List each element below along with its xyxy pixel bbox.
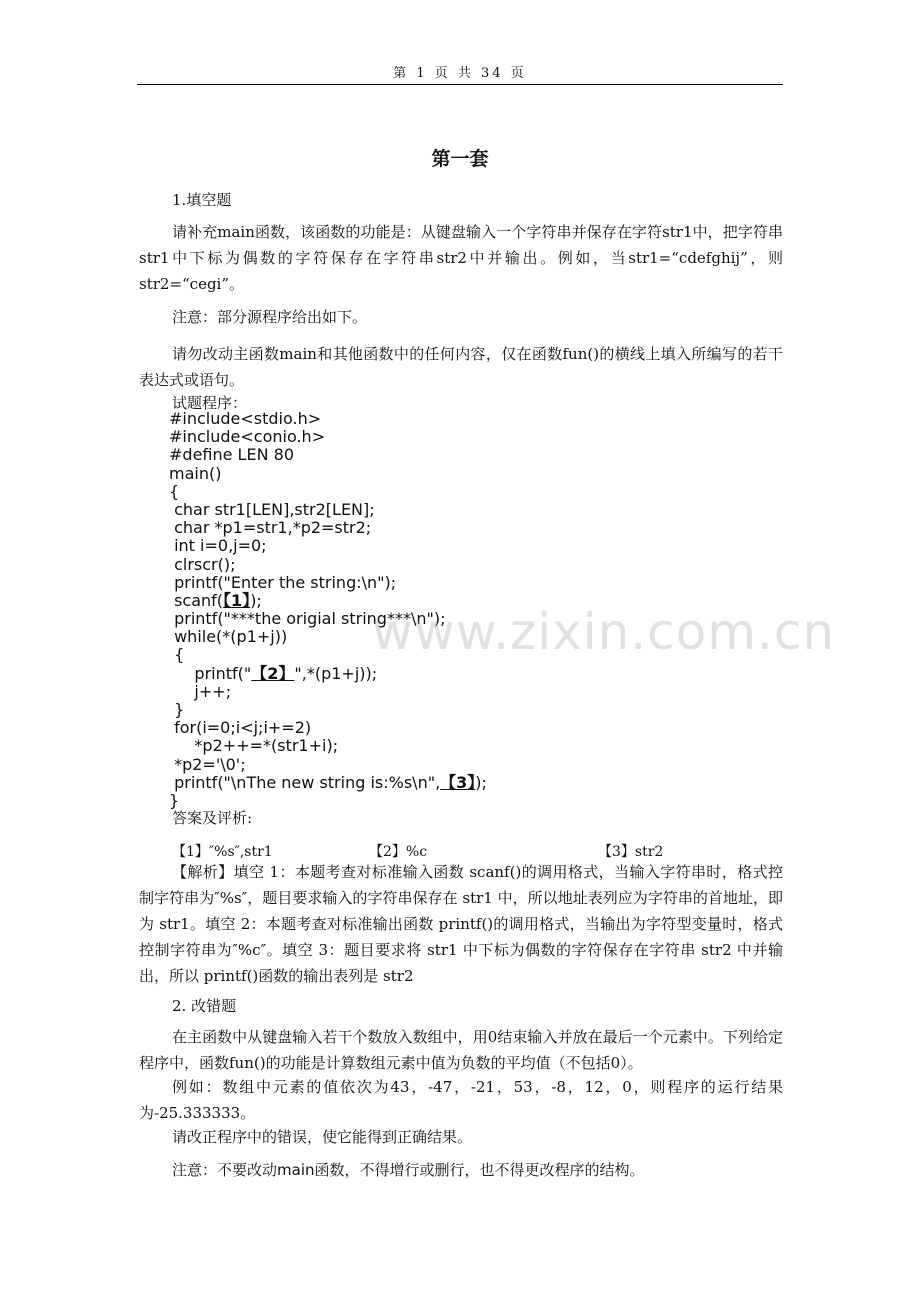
code-line: #include<stdio.h> [169,409,322,428]
section1-instruction: 请勿改动主函数main和其他函数中的任何内容，仅在函数fun()的横线上填入所编写的若干表达式或语句。 [139,345,783,389]
analysis-text: 【解析】填空 1：本题考查对标准输入函数 scanf()的调用格式，当输入字符串时，格式控制字符串为″%s″，题目要求输入的字符串保存在 str1 中，所以地址表列应为字符串的首地址，即为 str1。填空 2：本题考查对标准输出函数 printf()的调用格式，当输出为字符型变量时，格式控制字符串为″%c″。填空 3：题目要求将 str1 中下标为偶数的字符保存在字符串 str2 中并输出，所以 printf()函数的输出表列是 str2 [139,863,783,985]
page-header: 第 1 页 共 34 页 [393,66,527,81]
section1-note [172,306,367,327]
section2-title: 改错题 [191,997,237,1015]
document-title: 第一套 [431,148,489,170]
code-line: { [169,481,180,501]
answer-label: 答案及评析: [172,809,253,827]
code-line: *p2='\0'; [169,754,246,774]
blank-1: 【1】 [223,590,251,610]
code-line: int i=0,j=0; [169,536,267,556]
code-line: *p2++=*(str1+i); [169,736,339,756]
answer-2: 【2】%c [369,844,428,860]
note-label: 注意： [172,1161,218,1179]
code-line: } [169,700,185,719]
code-text: ",*(p1+j)); [294,663,378,683]
section2-instruction: 请改正程序中的错误，使它能得到正确结果。 [172,1128,473,1146]
section2-description: 在主函数中从键盘输入若干个数放入数组中，用0结束输入并放在最后一个元素中。下列给定程序中，函数fun()的功能是计算数组元素中值为负数的平均值（不包括0）。 [139,1028,783,1072]
code-line: { [169,645,185,665]
note-text: 部分源程序给出如下。 [217,308,368,326]
section2-example: 例如：数组中元素的值依次为43，-47，-21，53，-8，12，0，则程序的运行结果为-25.333333。 [139,1078,783,1122]
section1-heading [172,189,231,210]
code-line: for(i=0;i<j;i+=2) [169,718,312,738]
answer-3: 【3】str2 [598,844,664,860]
section1-number: 1. [172,191,187,209]
code-text: ); [475,772,487,792]
code-line: clrscr(); [169,554,236,574]
code-line: printf("Enter the string:\n"); [169,572,397,592]
code-line [169,665,487,683]
section2-note [172,1159,645,1180]
answer-1: 【1】″%s″,str1 [172,844,273,860]
code-line: #define LEN 80 [169,445,294,465]
code-line: } [169,790,180,810]
code-line: #include<conio.h> [169,427,326,447]
section2-heading [172,995,236,1016]
code-text: printf(" [169,663,252,683]
code-line: printf("***the origial string***\n"); [169,609,446,629]
code-text: scanf( [169,590,224,610]
watermark: www.zixin.com.cn [372,603,836,661]
code-line: j++; [169,681,232,701]
code-line: main() [169,463,222,483]
program-label: 试题程序： [172,394,248,412]
code-text: ); [250,590,262,610]
code-line [169,774,487,792]
code-line: char *p1=str1,*p2=str2; [169,518,372,538]
code-line: while(*(p1+j)) [169,627,288,647]
blank-3: 【3】 [440,772,476,792]
section1-description: 请补充main函数，该函数的功能是：从键盘输入一个字符串并保存在字符str1中，把字符串str1中下标为偶数的字符保存在字符串str2中并输出。例如，当str1=“cdefghij”，则str2=“cegi”。 [139,223,783,293]
code-line: char str1[LEN],str2[LEN]; [169,499,375,519]
section2-number: 2. [172,997,192,1015]
note-text: 不要改动main函数，不得增行或删行，也不得更改程序的结构。 [217,1161,645,1179]
code-text: printf("\nThe new string is:%s\n", [169,772,441,792]
header-divider [137,84,783,85]
blank-2: 【2】 [251,663,295,683]
note-label: 注意： [172,308,218,326]
section1-title: 填空题 [186,191,232,209]
